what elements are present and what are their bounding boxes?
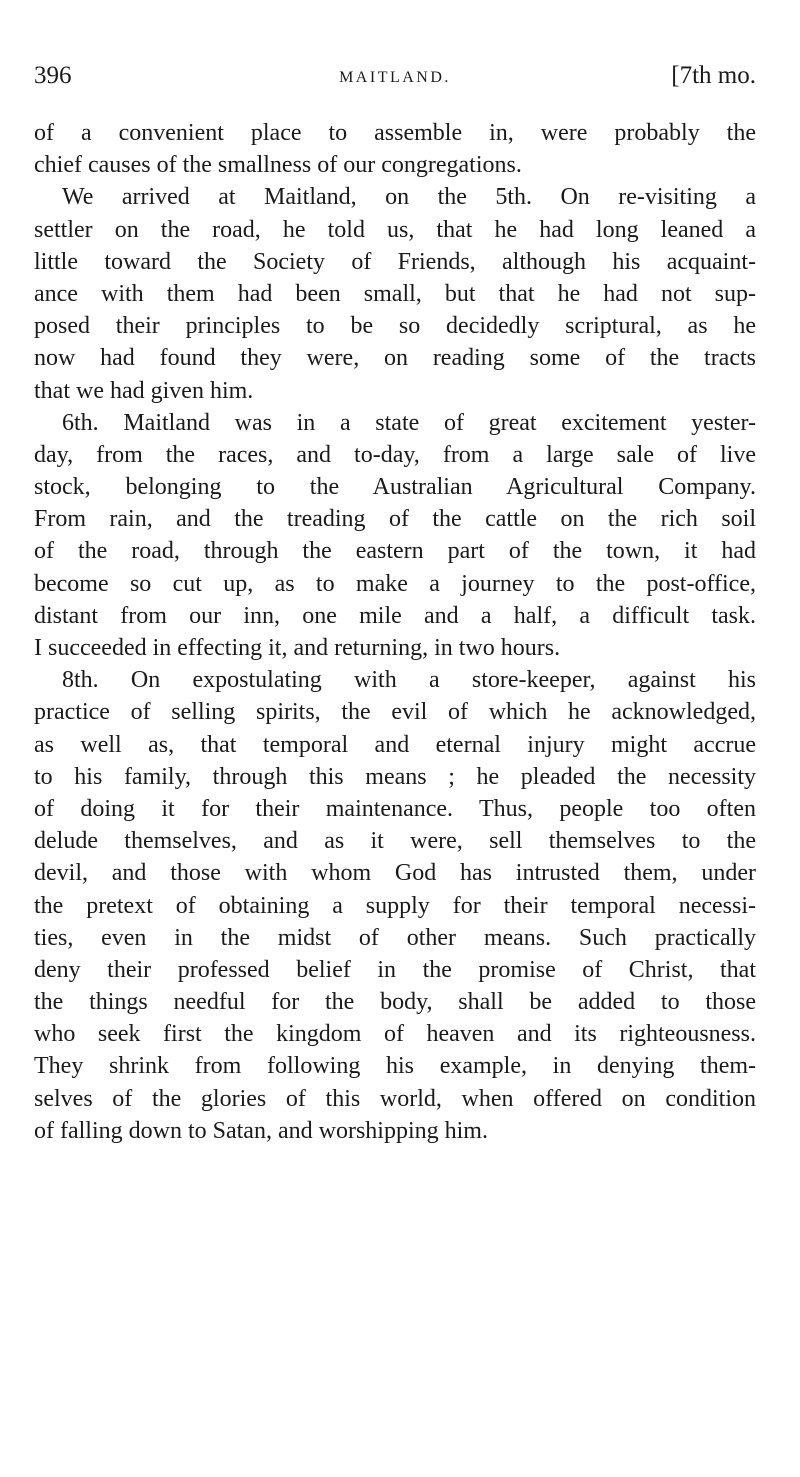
text-line: delude themselves, and as it were, sell themselves to the [34, 828, 756, 855]
text-line: deny their professed belief in the promise of Christ, that [34, 956, 756, 983]
text-line: little toward the Society of Friends, although his acquaint- [34, 248, 756, 275]
text-line: who seek first the kingdom of heaven and its righteousness. [34, 1021, 756, 1048]
text-line: become so cut up, as to make a journey to the post-office, [34, 570, 756, 597]
text-line: day, from the races, and to-day, from a large sale of live [34, 441, 756, 468]
section-mark: [7th mo. [671, 62, 756, 89]
text-line: ance with them had been small, but that he had not sup- [34, 280, 756, 307]
text-line: selves of the glories of this world, when offered on condition [34, 1085, 756, 1112]
text-line: They shrink from following his example, in denying them- [34, 1053, 756, 1080]
text-line: We arrived at Maitland, on the 5th. On re-visiting a [62, 184, 756, 211]
text-line: chief causes of the smallness of our congregations. [34, 152, 522, 179]
text-line: ties, even in the midst of other means. Such practically [34, 924, 756, 951]
text-line: as well as, that temporal and eternal injury might accrue [34, 731, 756, 758]
text-line: the pretext of obtaining a supply for their temporal necessi- [34, 892, 756, 919]
text-line: of falling down to Satan, and worshipping him. [34, 1117, 488, 1144]
running-head: MAITLAND. [339, 69, 451, 86]
page-number: 396 [34, 62, 72, 89]
text-line: of the road, through the eastern part of the town, it had [34, 538, 756, 565]
text-line: posed their principles to be so decidedly scriptural, as he [34, 313, 756, 340]
text-line: the things needful for the body, shall be added to those [34, 989, 756, 1016]
text-line: 6th. Maitland was in a state of great excitement yester- [62, 409, 756, 436]
body-text [34, 117, 756, 1147]
text-line: distant from our inn, one mile and a half, a difficult task. [34, 602, 756, 629]
text-line: I succeeded in effecting it, and returning, in two hours. [34, 635, 561, 661]
text-line: of doing it for their maintenance. Thus, people too often [34, 795, 756, 822]
text-line: From rain, and the treading of the cattle on the rich soil [34, 506, 756, 533]
text-line: 8th. On expostulating with a store-keeper, against his [62, 667, 756, 694]
text-line: now had found they were, on reading some of the tracts [34, 345, 756, 372]
text-line: stock, belonging to the Australian Agricultural Company. [34, 474, 756, 501]
text-line: of a convenient place to assemble in, were probably the [34, 120, 756, 146]
page-header [34, 62, 756, 98]
text-line: devil, and those with whom God has intrusted them, under [34, 860, 756, 887]
text-line: practice of selling spirits, the evil of which he acknowledged, [34, 699, 756, 726]
text-line: to his family, through this means ; he pleaded the necessity [34, 763, 756, 790]
text-line: settler on the road, he told us, that he had long leaned a [34, 216, 756, 243]
text-line: that we had given him. [34, 377, 254, 404]
